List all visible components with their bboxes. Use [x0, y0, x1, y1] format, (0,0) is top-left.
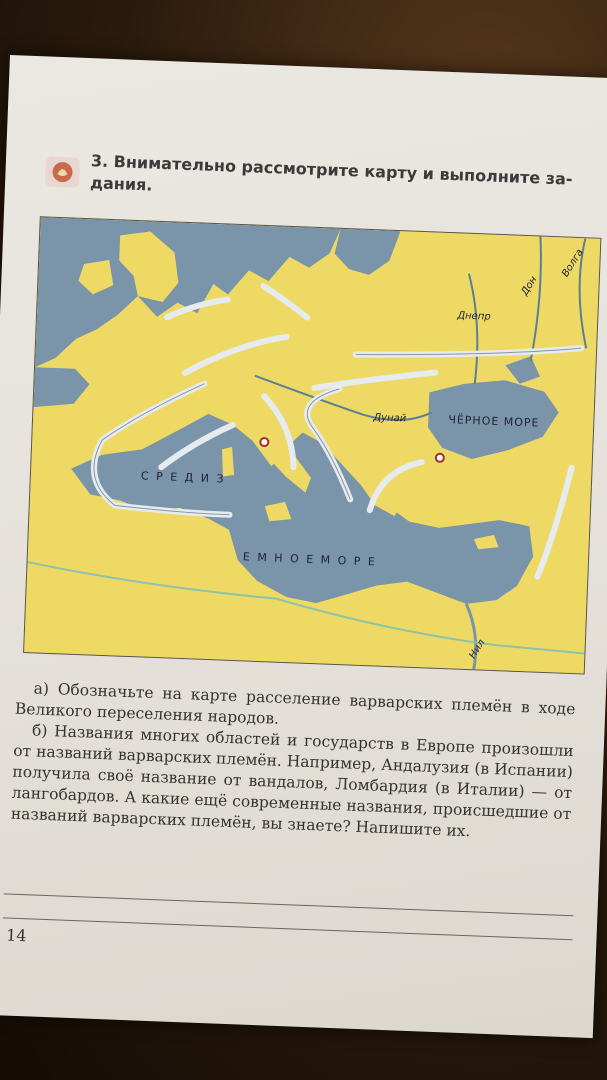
- nile-label: Нил: [467, 637, 488, 661]
- answer-line[interactable]: [3, 917, 573, 940]
- task-icon: [45, 156, 80, 187]
- task-heading: 3. Внимательно рассмотрите карту и выполните за-дания.: [89, 151, 573, 195]
- migration-map: [23, 216, 601, 674]
- danube-label: Дунай: [373, 412, 407, 425]
- question-b: б) Названия многих областей и государств в Европе произошли от названий варварских племён. Например, Андалузия (в Испании) получила своё название от вандалов, Ломбардия (в Италии) — от лангобардов. А какие ещё современные названия, происшедшие от названий варварских племён, вы знаете? Напишите их.: [10, 721, 575, 841]
- page-number: 14: [5, 925, 27, 946]
- workbook-page: [0, 55, 607, 1038]
- black-sea-label: ЧЁРНОЕ МОРЕ: [448, 413, 540, 430]
- don-label: Дон: [519, 274, 540, 298]
- question-a: а) Обозначьте на карте расселение варварских племён в ходе Великого переселения народов.: [14, 679, 576, 728]
- dnieper-label: Днепр: [457, 310, 491, 323]
- med-sea-label-2: Е М Н О Е М О Р Е: [242, 550, 378, 569]
- volga-label: Волга: [560, 247, 586, 280]
- answer-line[interactable]: [4, 893, 574, 916]
- med-sea-label-1: С Р Е Д И З: [140, 469, 226, 486]
- rome-marker: [260, 438, 268, 446]
- constantinople-marker: [436, 454, 444, 462]
- questions-block: [10, 678, 575, 846]
- map-svg: [24, 217, 600, 673]
